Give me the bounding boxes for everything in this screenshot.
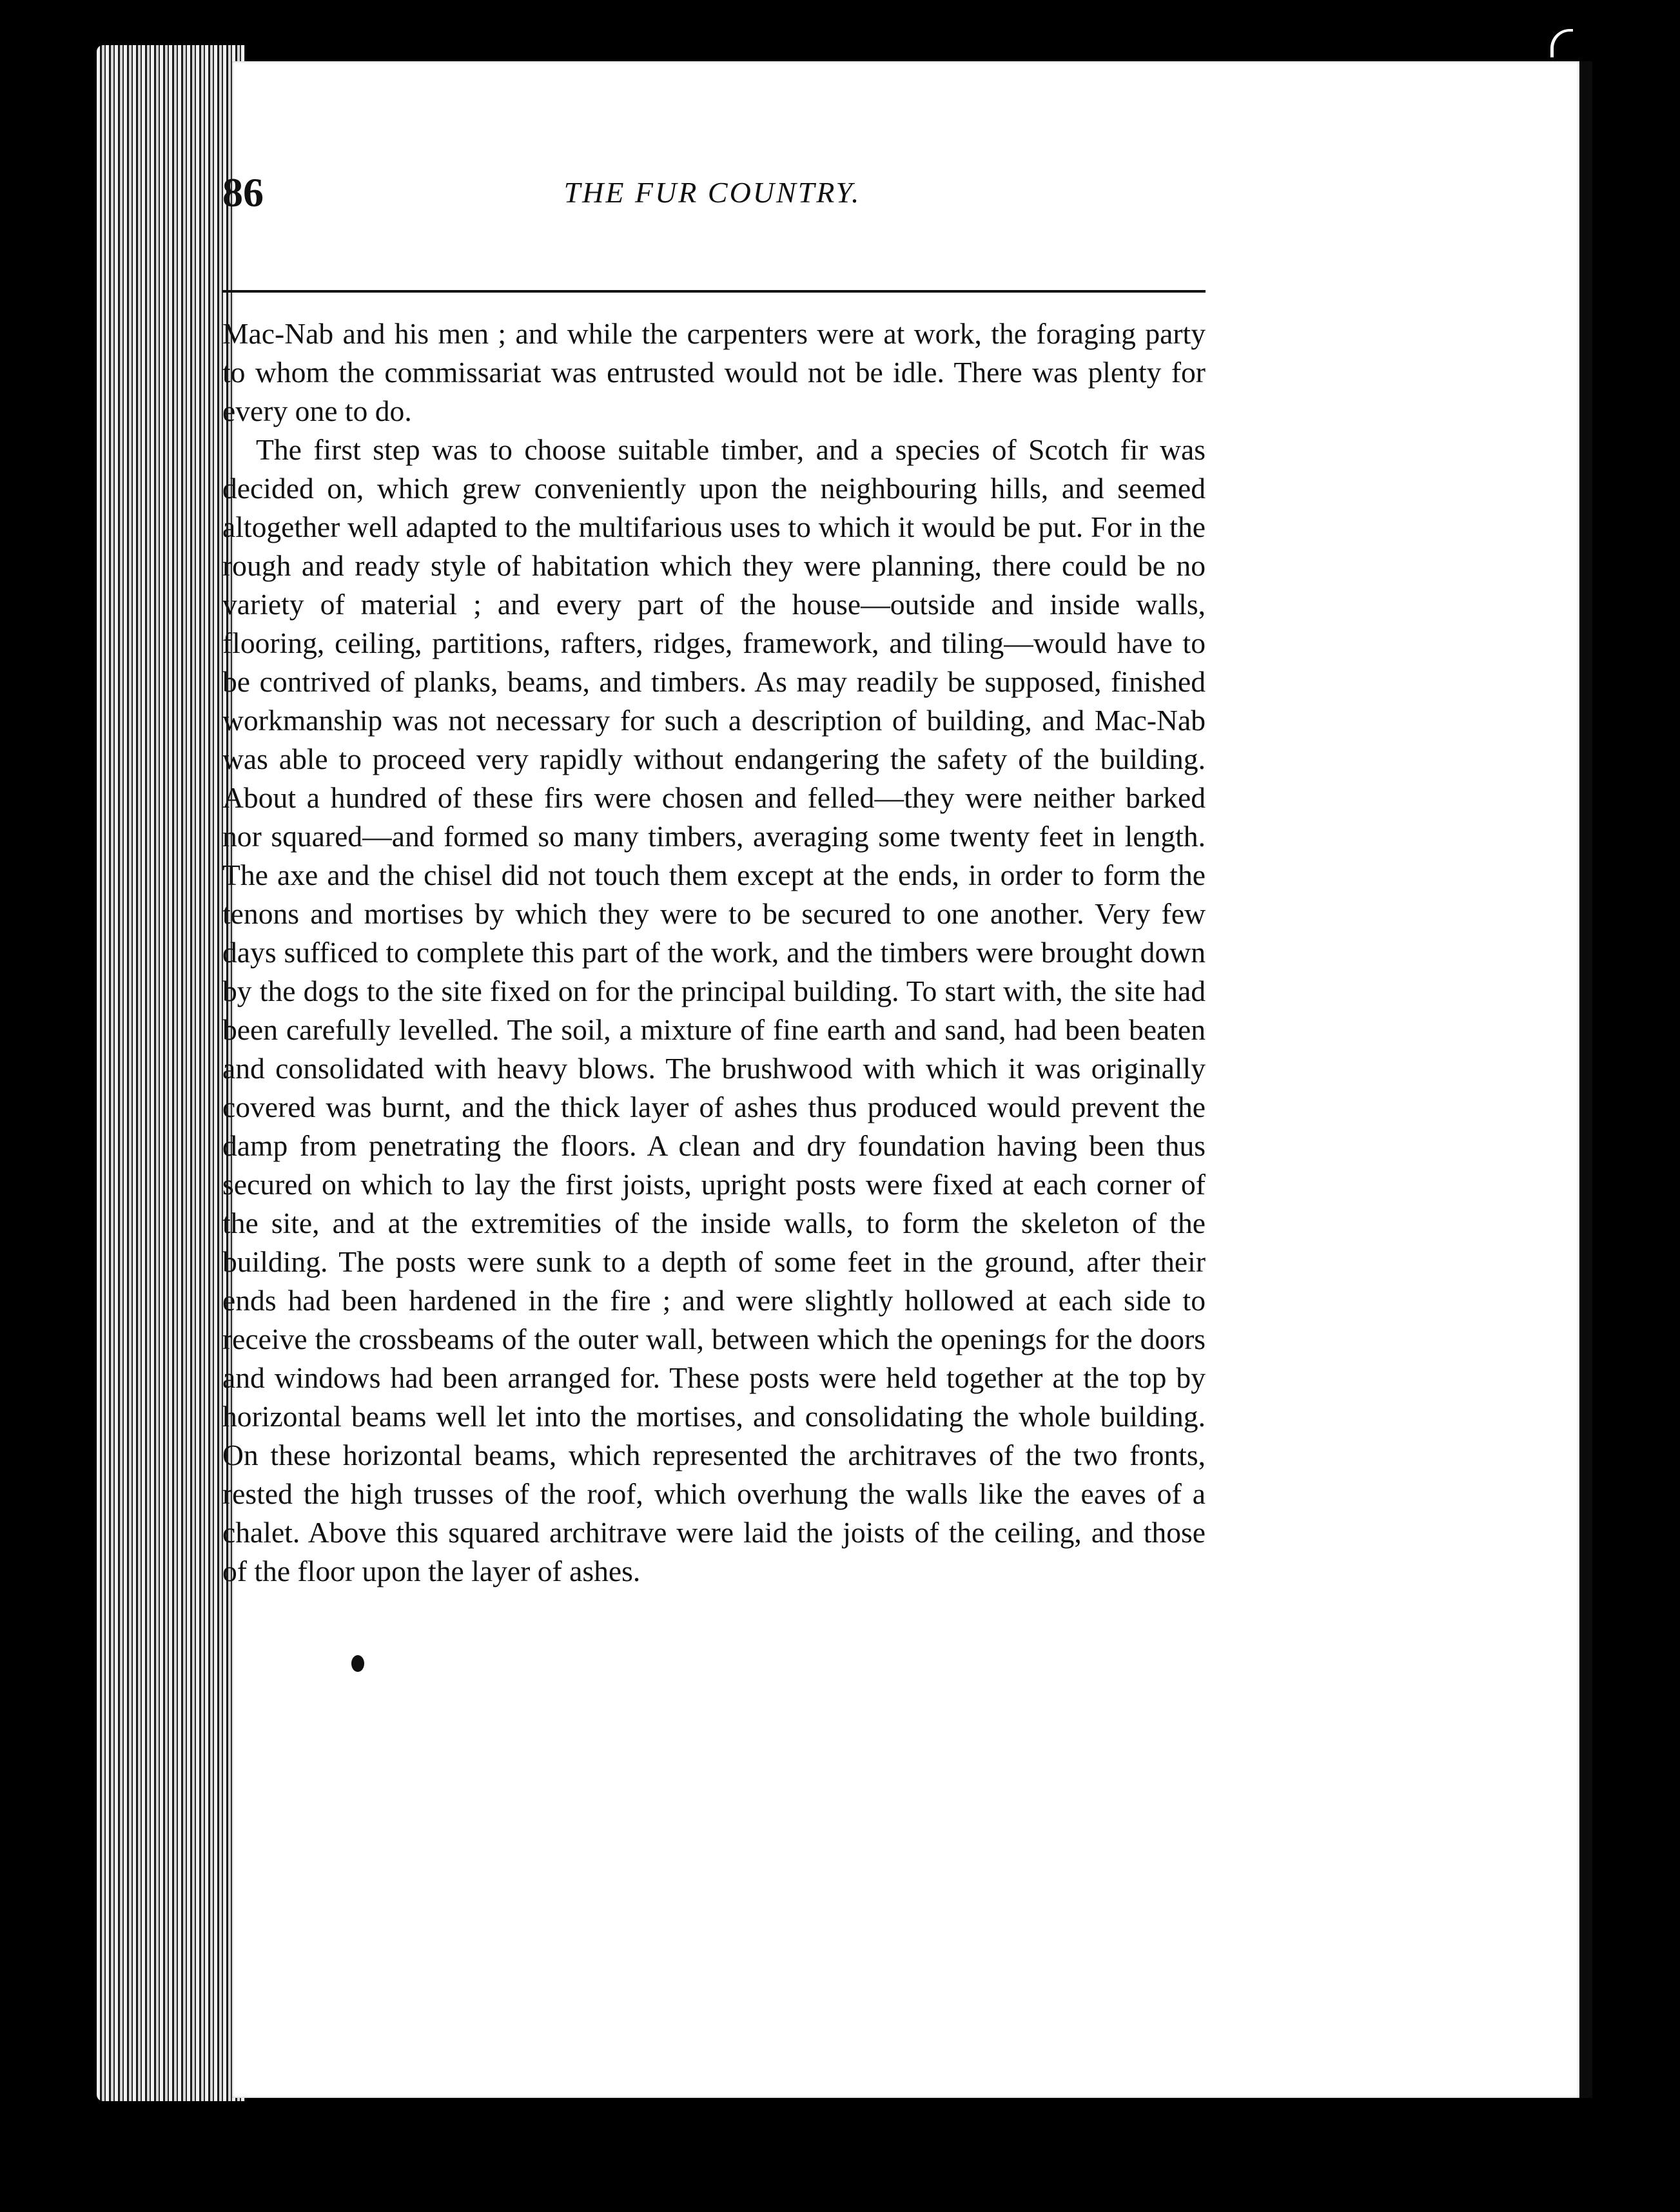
- page-number: 86: [222, 170, 264, 215]
- binding-shadow: [1579, 61, 1592, 2098]
- page-header: [222, 169, 1202, 227]
- ink-blot: [351, 1655, 364, 1672]
- paragraph-continuation: Mac-Nab and his men ; and while the carpenters were at work, the foraging party to whom the commissariat was entrusted would not be idle. There was plenty for every one to do.: [222, 317, 1206, 427]
- header-rule: [222, 290, 1206, 293]
- paragraph: The first step was to choose suitable timber, and a species of Scotch fir was decided on, which grew conveniently upon the neighbouring hills, and seemed altogether well adapted to the multifarious uses to which it would be put. For in the rough and ready style of habitation which they were planning, there could be no variety of material ; and every part of the house—outside and inside walls, flooring, ceiling, partitions, rafters, ridges, framework, and tiling—would have to be contrived of planks, beams, and timbers. As may readily be supposed, finished workmanship was not necessary for such a description of building, and Mac-Nab was able to proceed very rapidly without endangering the safety of the building. About a hundred of these firs were chosen and felled—they were neither barked nor squared—and formed so many timbers, averaging some twenty feet in length. The axe and the chisel did not touch them except at the ends, in order to form the tenons and mortises by which they were to be secured to one another. Very few days sufficed to complete this part of the work, and the timbers were brought down by the dogs to the site fixed on for the principal building. To start with, the site had been carefully levelled. The soil, a mixture of fine earth and sand, had been beaten and consolidated with heavy blows. The brushwood with which it was originally covered was burnt, and the thick layer of ashes thus produced would prevent the damp from penetrating the floors. A clean and dry foundation having been thus secured on which to lay the first joists, upright posts were fixed at each corner of the site, and at the extremities of the inside walls, to form the skeleton of the building. The posts were sunk to a depth of some feet in the ground, after their ends had been hardened in the fire ; and were slightly hollowed at each side to receive the crossbeams of the outer wall, between which the openings for the doors and windows had been arranged for. These posts were held together at the top by horizontal beams well let into the mortises, and consolidating the whole building. On these horizontal beams, which represented the architraves of the two fronts, rested the high trusses of the roof, which overhung the walls like the eaves of a chalet. Above this squared architrave were laid the joists of the ceiling, and those of the floor upon the layer of ashes.: [222, 433, 1206, 1587]
- running-title: THE FUR COUNTRY.: [563, 176, 861, 209]
- scan-mark: [1550, 29, 1573, 57]
- body-text: [222, 315, 1206, 1591]
